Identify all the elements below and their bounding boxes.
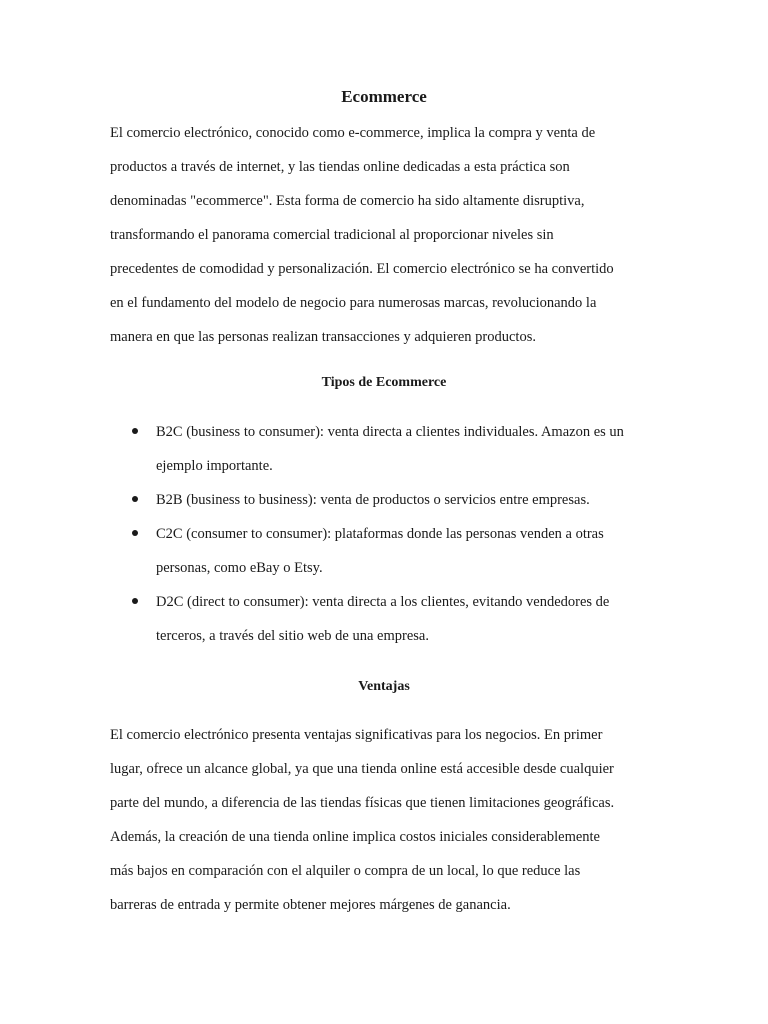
text-line: El comercio electrónico presenta ventajas significativas para los negocios. En primer [110, 727, 603, 743]
text-line: D2C (direct to consumer): venta directa a los clientes, evitando vendedores de [156, 594, 610, 610]
text-line: terceros, a través del sitio web de una empresa. [156, 628, 429, 644]
bullet-icon [132, 496, 138, 502]
text-line: El comercio electrónico, conocido como e-commerce, implica la compra y venta de [110, 125, 596, 141]
text-line: más bajos en comparación con el alquiler o compra de un local, lo que reduce las [110, 863, 581, 879]
document-title: Ecommerce [341, 87, 427, 106]
text-line: transformando el panorama comercial tradicional al proporcionar niveles sin [110, 227, 554, 243]
text-line: denominadas "ecommerce". Esta forma de comercio ha sido altamente disruptiva, [110, 193, 585, 209]
text-line: personas, como eBay o Etsy. [156, 560, 323, 576]
list-item-d2c [130, 592, 690, 660]
ventajas-heading: Ventajas [358, 679, 410, 694]
text-line: en el fundamento del modelo de negocio para numerosas marcas, revolucionando la [110, 295, 597, 311]
text-line: barreras de entrada y permite obtener mejores márgenes de ganancia. [110, 897, 511, 913]
bullet-icon [132, 428, 138, 434]
text-line: C2C (consumer to consumer): plataformas donde las personas venden a otras [156, 526, 604, 542]
text-line: manera en que las personas realizan transacciones y adquieren productos. [110, 329, 536, 345]
tipos-list [130, 422, 690, 660]
bullet-icon [132, 598, 138, 604]
text-line: Además, la creación de una tienda online implica costos iniciales considerablemente [110, 829, 600, 845]
text-line: parte del mundo, a diferencia de las tiendas físicas que tienen limitaciones geográficas. [110, 795, 615, 811]
text-line: precedentes de comodidad y personalización. El comercio electrónico se ha convertido [110, 261, 614, 277]
intro-paragraph [110, 123, 670, 361]
text-line: lugar, ofrece un alcance global, ya que una tienda online está accesible desde cualquier [110, 761, 614, 777]
text-line: productos a través de internet, y las tiendas online dedicadas a esta práctica son [110, 159, 570, 175]
text-line: B2B (business to business): venta de productos o servicios entre empresas. [156, 492, 590, 508]
text-line: ejemplo importante. [156, 458, 273, 474]
ventajas-paragraph [110, 725, 670, 929]
list-item-b2b [130, 490, 690, 524]
tipos-heading: Tipos de Ecommerce [321, 375, 447, 390]
text-line: B2C (business to consumer): venta directa a clientes individuales. Amazon es un [156, 424, 624, 440]
list-item-c2c [130, 524, 690, 592]
list-item-b2c [130, 422, 690, 490]
bullet-icon [132, 530, 138, 536]
